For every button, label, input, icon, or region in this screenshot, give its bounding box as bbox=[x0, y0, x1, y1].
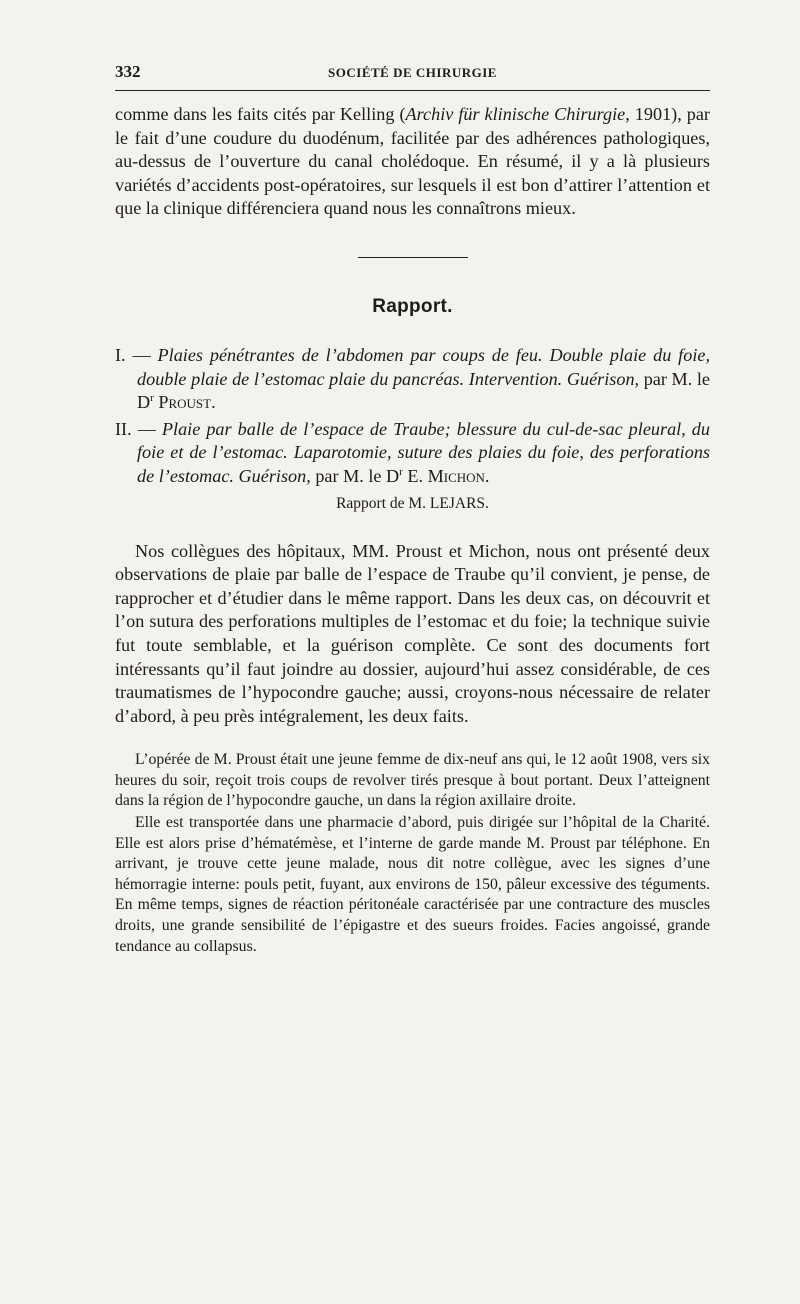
report-author-line: Rapport de M. LEJARS. bbox=[336, 494, 489, 512]
case-item-2 bbox=[115, 418, 710, 489]
case-list bbox=[115, 344, 710, 489]
intro-paragraph bbox=[115, 103, 710, 221]
section-title: Rapport. bbox=[372, 295, 453, 317]
case-author: E. Michon bbox=[402, 465, 485, 486]
case-item-1 bbox=[115, 344, 710, 415]
book-page bbox=[115, 56, 710, 957]
page-number: 332 bbox=[115, 62, 141, 81]
journal-title: Archiv für klinische Chirurgie bbox=[405, 104, 626, 124]
case-by: par M. le D bbox=[137, 368, 710, 413]
doctor-abbrev-sup: r bbox=[399, 465, 403, 478]
intro-text-1: comme dans les faits cités par Kelling ( bbox=[115, 104, 406, 124]
observation-paragraph-2: Elle est transportée dans une pharmacie d’abord, puis dirigée sur l’hôpital de la Charité. Elle est alors prise d’hématémèse, et l’interne de garde mande M. Proust par téléphone. En arrivant, je trouve cette jeune malade, nous dit notre collègue, avec les signes d’une hémorragie interne: pouls petit, fuyant, aux environs de 150, pâleur excessive des téguments. En même temps, signes de réaction péritonéale caractérisée par une contracture des muscles droits, une grande sensibilité de l’épigastre et des sueurs froides. Facies angoissé, grande tendance au collapsus. bbox=[115, 814, 710, 955]
page-header bbox=[115, 56, 710, 91]
doctor-abbrev-sup: r bbox=[150, 392, 154, 405]
case-author: Proust bbox=[153, 392, 212, 413]
section-divider bbox=[358, 257, 468, 258]
intro-text-2: , 1901), par le fait d’une coudure du duodénum, facilitée par des adhérences pathologiques, au-dessus de l’ouverture du canal cholédoque. En résumé, il y a là plusieurs variétés d’accidents post-opératoires, sur lesquels il est bon d’attirer l’attention et que la clinique différenciera quand nous les connaîtrons mieux. bbox=[115, 104, 710, 219]
case-numeral: I. — bbox=[115, 344, 158, 365]
case-title: Plaie par balle de l’espace de Traube; blessure du cul-de-sac pleural, du foie et de l’estomac. Laparotomie, suture des plaies du foie, des perforations de l’estomac. Guérison, bbox=[137, 418, 710, 486]
observation-paragraph-1: L’opérée de M. Proust était une jeune femme de dix-neuf ans qui, le 12 août 1908, vers six heures du soir, reçoit trois coups de revolver tirés presque à bout portant. Deux l’atteignent dans la région de l’hypocondre gauche, un dans la région axillaire droite. bbox=[115, 751, 710, 810]
case-end: . bbox=[484, 465, 490, 486]
case-numeral: II. — bbox=[115, 418, 162, 439]
case-title: Plaies pénétrantes de l’abdomen par coups de feu. Double plaie du foie, double plaie de l’estomac plaie du pancréas. Intervention. Guérison, bbox=[137, 344, 710, 389]
main-paragraph: Nos collègues des hôpitaux, MM. Proust et Michon, nous ont présenté deux observations de plaie par balle de l’espace de Traube qu’il convient, je pense, de rapprocher et d’étudier dans le même rapport. Dans les deux cas, on découvrit et l’on sutura des perforations multiples de l’estomac et du foie; la technique suivie fut toute semblable, et la guérison complète. Ce sont des documents fort intéressants qu’il faut joindre au dossier, aujourd’hui assez considérable, de ces traumatismes de l’hypocondre gauche; aussi, croyons-nous nécessaire de relater d’abord, à peu près intégralement, les deux faits. bbox=[115, 540, 710, 726]
case-end: . bbox=[211, 392, 216, 413]
case-by: par M. le D bbox=[310, 465, 400, 486]
running-title: SOCIÉTÉ DE CHIRURGIE bbox=[328, 65, 497, 80]
